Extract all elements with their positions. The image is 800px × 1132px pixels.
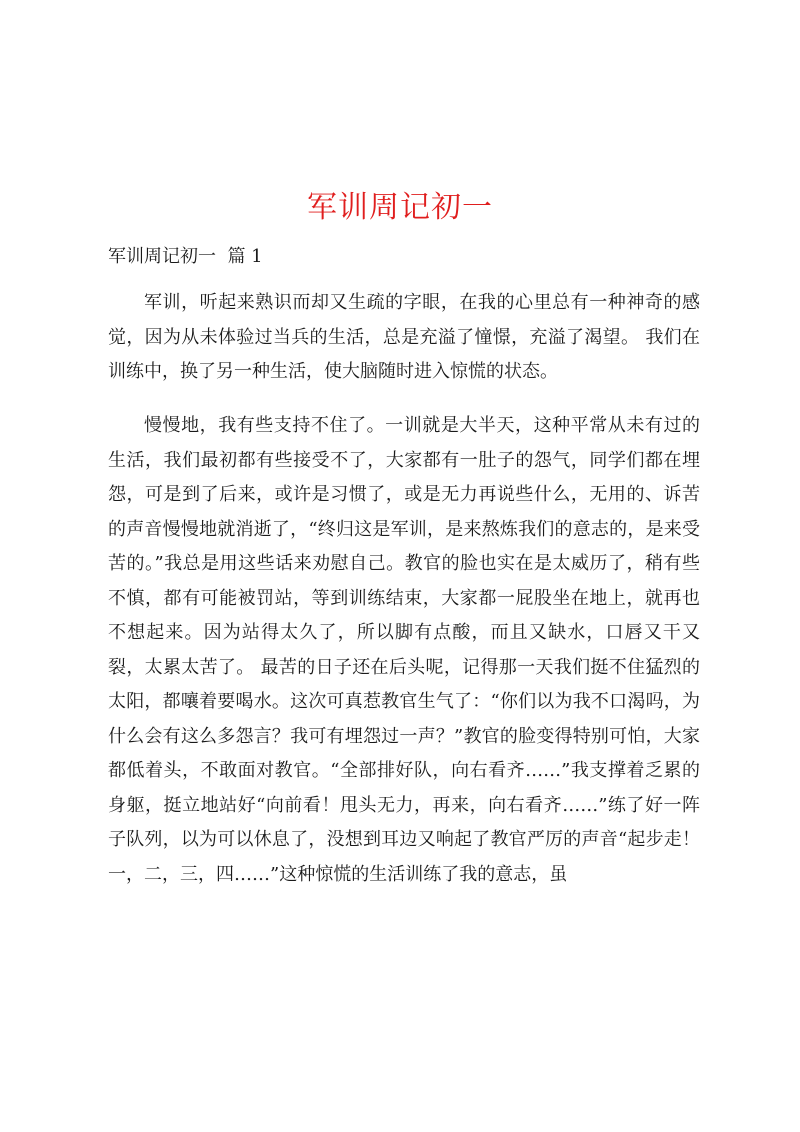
section-heading: 军训周记初一 篇 1 <box>108 246 263 267</box>
body-paragraph: 慢慢地，我有些支持不住了。一训就是大半天，这种平常从未有过的生活，我们最初都有些接受不了，大家都有一肚子的怨气，同学们都在埋怨，可是到了后来，或许是习惯了，或是无力再说些什么，无用的、诉苦的声音慢慢地就消逝了，“终归这是军训，是来熬炼我们的意志的，是来受苦的。”我总是用这些话来劝慰自己。教官的脸也实在是太威历了，稍有些不慎，都有可能被罚站，等到训练结束，大家都一屁股坐在地上，就再也不想起来。因为站得太久了，所以脚有点酸，而且又缺水，口唇又干又裂，太累太苦了。 最苦的日子还在后头呢，记得那一天我们挺不住猛烈的太阳，都嚷着要喝水。这次可真惹教官生气了：“你们以为我不口渴吗，为什么会有这么多怨言？我可有埋怨过一声？”教官的脸变得特别可怕，大家都低着头，不敢面对教官。“全部排好队，向右看齐……”我支撑着乏累的身躯，挺立地站好“向前看！甩头无力，再来，向右看齐……”练了好一阵子队列，以为可以休息了，没想到耳边又响起了教官严厉的声音“起步走！一，二，三，四……”这种惊慌的生活训练了我的意志，虽 <box>108 415 700 885</box>
body-paragraph: 军训，听起来熟识而却又生疏的字眼，在我的心里总有一种神奇的感觉，因为从未体验过当兵的生活，总是充溢了憧憬，充溢了渴望。 我们在训练中，换了另一种生活，使大脑随时进入惊慌的状态。 <box>108 292 700 382</box>
document-title: 军训周记初一 <box>307 190 493 226</box>
